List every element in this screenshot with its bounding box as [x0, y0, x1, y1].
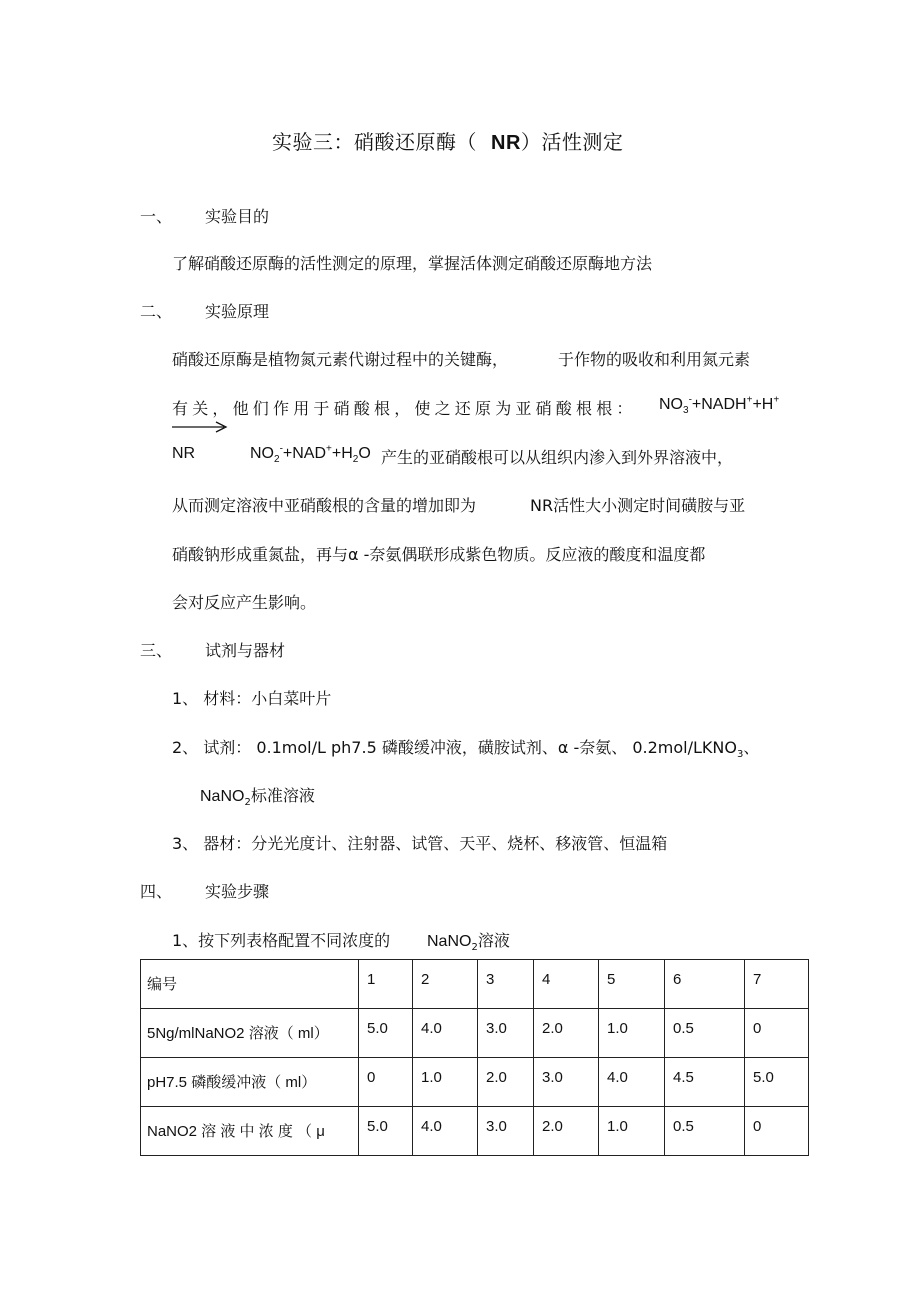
reaction-arrow-icon — [172, 420, 228, 434]
table-header-cell: 2 — [413, 960, 478, 1009]
table-cell: 2.0 — [534, 1107, 599, 1156]
principle-line-6: 会对反应产生影响。 — [172, 593, 317, 612]
table-header-cell: 7 — [745, 960, 809, 1009]
table-cell: 1.0 — [413, 1058, 478, 1107]
principle-line-3: 产生的亚硝酸根可以从组织内渗入到外界溶液中， — [381, 448, 734, 467]
table-cell: 5.0 — [359, 1009, 413, 1058]
materials-item-2: 2、 试剂： 0.1mol/L ph7.5 磷酸缓冲液，磺胺试剂、α -奈氨、 $0.2mol/LKNO_3$、 — [172, 738, 760, 761]
table-cell: 4.0 — [413, 1107, 478, 1156]
materials-item-1: 1、 材料：小白菜叶片 — [172, 689, 332, 708]
table-row-label: pH7.5 磷酸缓冲液（ ml） — [141, 1058, 359, 1107]
table-cell: 3.0 — [534, 1058, 599, 1107]
table-cell: 4.0 — [599, 1058, 665, 1107]
table-header-cell: 5 — [599, 960, 665, 1009]
table-cell: 2.0 — [534, 1009, 599, 1058]
table-header-cell: 4 — [534, 960, 599, 1009]
table-row — [141, 1058, 809, 1107]
table-cell: 0 — [745, 1107, 809, 1156]
table-cell: 1.0 — [599, 1009, 665, 1058]
table-cell: 5.0 — [359, 1107, 413, 1156]
table-cell: 3.0 — [478, 1107, 534, 1156]
section-heading-4: 四、 实验步骤 — [140, 882, 270, 901]
section-heading-2: 二、 实验原理 — [140, 302, 270, 321]
table-row-label: NaNO2 溶 液 中 浓 度 （ μ — [141, 1107, 359, 1156]
table-cell: 2.0 — [478, 1058, 534, 1107]
table-row — [141, 1107, 809, 1156]
materials-item-2-cont: NaNO$_2$标准溶液 — [200, 786, 315, 809]
section-heading-1: 一、 实验目的 — [140, 207, 270, 226]
table-cell: 4.5 — [665, 1058, 745, 1107]
table-cell: 4.0 — [413, 1009, 478, 1058]
table-cell: 5.0 — [745, 1058, 809, 1107]
principle-line-4: 从而测定溶液中亚硝酸根的含量的增加即为 NR活性大小测定时间磺胺与亚 — [172, 496, 746, 515]
table-header-row — [141, 960, 809, 1009]
table-header-cell: 1 — [359, 960, 413, 1009]
equation-nr-label: NR — [172, 445, 196, 462]
equation-reactants: $NO_3^-+NADH^++H^+$ — [659, 394, 780, 417]
principle-line-1: 硝酸还原酶是植物氮元素代谢过程中的关键酶， 于作物的吸收和利用氮元素 — [172, 350, 751, 369]
table-cell: 0.5 — [665, 1107, 745, 1156]
table-cell: 3.0 — [478, 1009, 534, 1058]
principle-line-2: 有关，他们作用于硝酸根，使之还原为亚硝酸根根： — [172, 399, 637, 418]
equation-products: $NO_2^-+NAD^++H_2O$ — [250, 443, 371, 466]
table-header-label: 编号 — [141, 960, 359, 1009]
table-header-cell: 3 — [478, 960, 534, 1009]
purpose-text: 了解硝酸还原酶的活性测定的原理，掌握活体测定硝酸还原酶地方法 — [172, 254, 653, 273]
table-cell: 0 — [745, 1009, 809, 1058]
table-row — [141, 1009, 809, 1058]
table-cell: 1.0 — [599, 1107, 665, 1156]
step-1: 1、按下列表格配置不同浓度的 NaNO$_2$溶液 — [172, 931, 510, 954]
materials-item-3: 3、 器材：分光光度计、注射器、试管、天平、烧杯、移液管、恒温箱 — [172, 834, 668, 853]
nano2-concentration-table — [140, 959, 809, 1156]
table-cell: 0.5 — [665, 1009, 745, 1058]
section-heading-3: 三、 试剂与器材 — [140, 641, 286, 660]
table-row-label: 5Ng/mlNaNO2 溶液（ ml） — [141, 1009, 359, 1058]
page-title: 实验三：硝酸还原酶（ NR）活性测定 — [272, 130, 624, 154]
principle-line-5: 硝酸钠形成重氮盐，再与α -奈氨偶联形成紫色物质。反应液的酸度和温度都 — [172, 545, 706, 564]
title-nr: NR — [491, 132, 521, 154]
table-cell: 0 — [359, 1058, 413, 1107]
table-header-cell: 6 — [665, 960, 745, 1009]
